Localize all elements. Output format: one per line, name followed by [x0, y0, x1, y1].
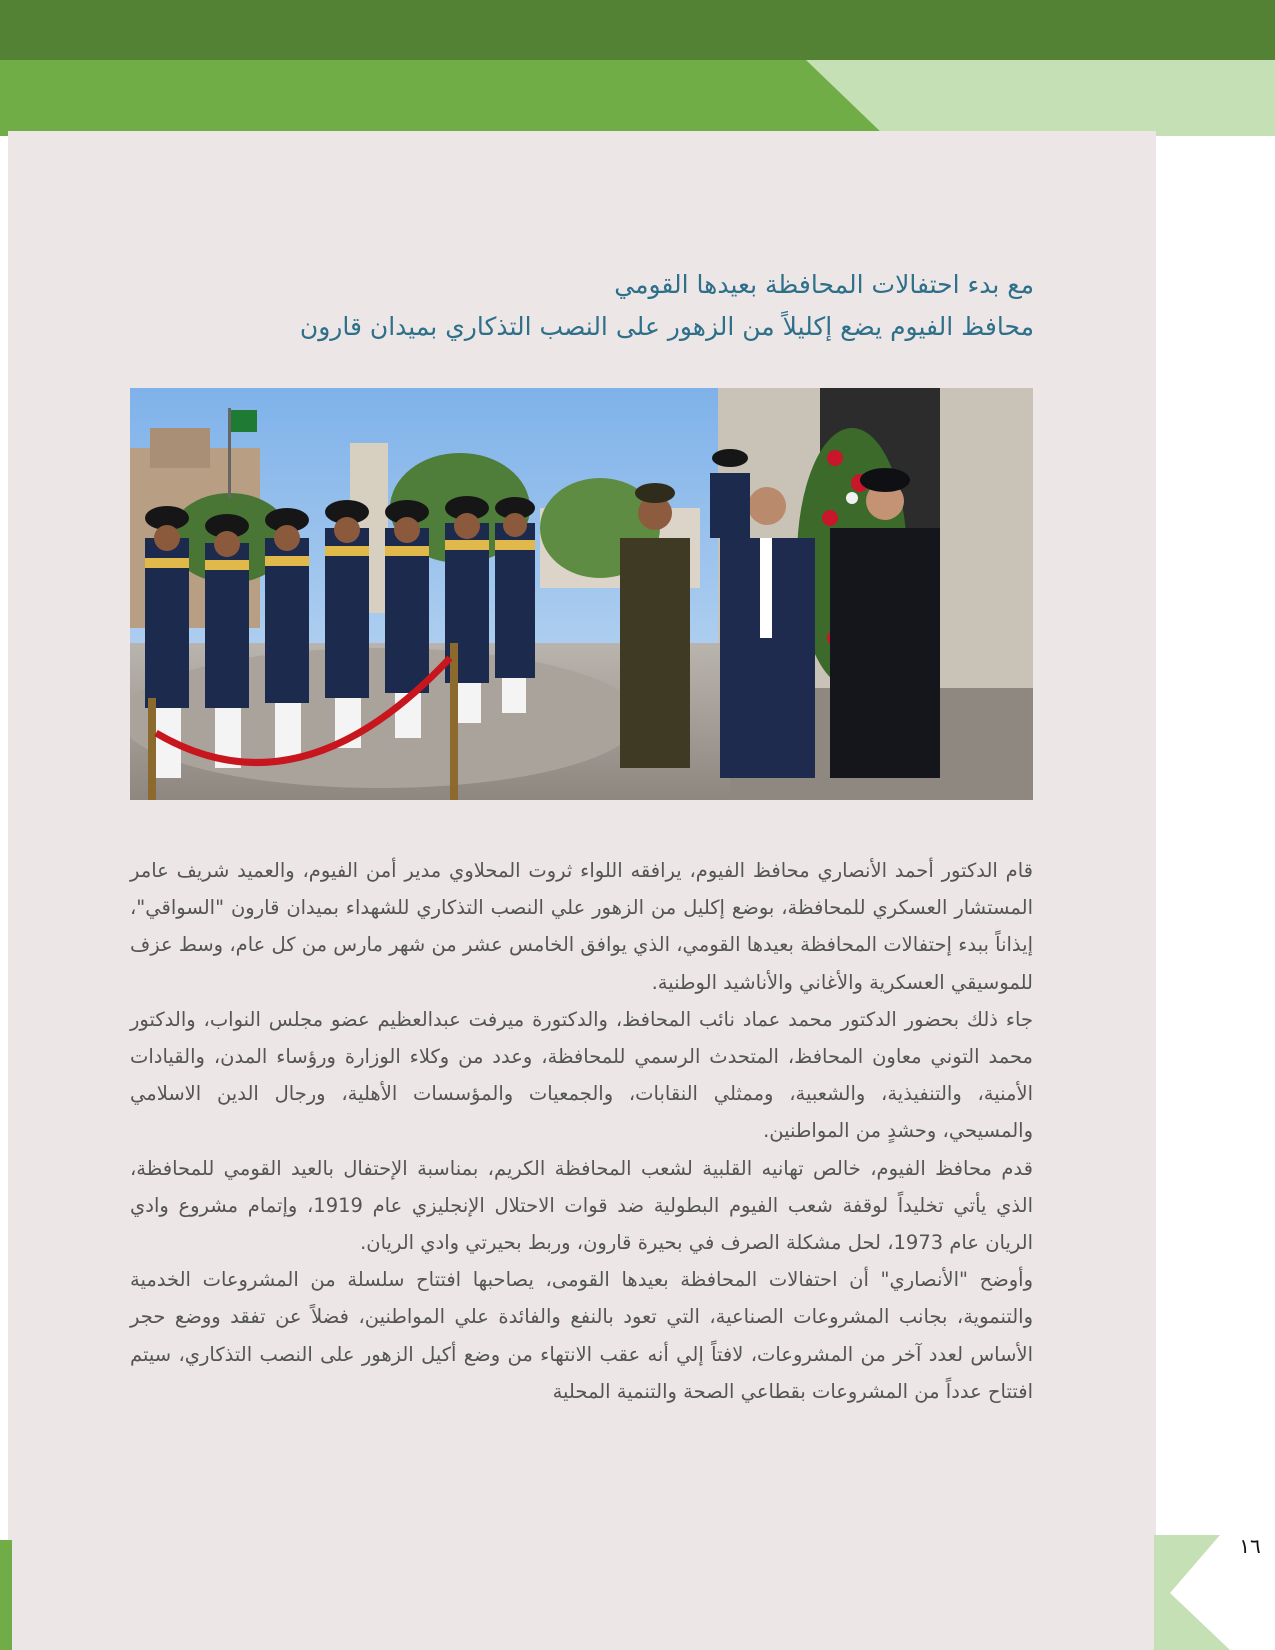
header-band-dark — [0, 0, 1275, 60]
article-paragraph-3: قدم محافظ الفيوم، خالص تهانيه القلبية لشعب المحافظة الكريم، بمناسبة الإحتفال بالعيد القومي للمحافظة، الذي يأتي تخليداً لوقفة شعب الفيوم البطولية ضد قوات الاحتلال الإنجليزي عام 1919، وإتمام مشروع وادي الريان عام 1973، لحل مشكلة الصرف في بحيرة قارون، وربط بحيرتي وادي الريان. — [130, 1156, 1034, 1255]
header-band-mid — [0, 60, 885, 136]
footer-left-strip — [0, 1540, 12, 1650]
article-paragraph-2: جاء ذلك بحضور الدكتور محمد عماد نائب المحافظ، والدكتورة ميرفت عبدالعظيم عضو مجلس النواب، والدكتور محمد التوني معاون المحافظ، المتحدث الرسمي للمحافظة، وعدد من وكلاء الوزارة ورؤساء المدن، والقيادات الأمنية، والتنفيذية، والشعبية، وممثلي النقابات، والجمعيات والمؤسسات الأهلية، ورجال الدين الاسلامي والمسيحي، وحشدٍ من المواطنين. — [130, 1007, 1033, 1143]
article-body — [130, 852, 1033, 1410]
page-number: ١٦ — [1239, 1534, 1261, 1558]
article-title-2: محافظ الفيوم يضع إكليلاً من الزهور على النصب التذكاري بميدان قارون — [299, 312, 1034, 341]
article-titles — [230, 264, 1034, 348]
article-paragraph-4: وأوضح "الأنصاري" أن احتفالات المحافظة بعيدها القومى، يصاحبها افتتاح سلسلة من المشروعات الخدمية والتنموية، بجانب المشروعات الصناعية، التي تعود بالنفع والفائدة علي المواطنين، فضلاً عن تفقد ووضع حجر الأساس لعدد آخر من المشروعات، لافتاً إلي أنه عقب الانتهاء من وضع أكيل الزهور على النصب التذكاري، سيتم افتتاح عدداً من المشروعات بقطاعي الصحة والتنمية المحلية — [130, 1268, 1033, 1403]
article-paragraph-1: قام الدكتور أحمد الأنصاري محافظ الفيوم، يرافقه اللواء ثروت المحلاوي مدير أمن الفيوم، والعميد شريف عامر المستشار العسكري للمحافظة، بوضع إكليل من الزهور علي النصب التذكاري للشهداء بميدان قارون "السواقي"، إيذاناً ببدء إحتفالات المحافظة بعيدها القومي، الذي يوافق الخامس عشر من شهر مارس من كل عام، وسط عزف للموسيقي العسكرية والأغاني والأناشيد الوطنية. — [130, 859, 1033, 994]
ceremony-photo — [130, 388, 1033, 800]
article-title-1: مع بدء احتفالات المحافظة بعيدها القومي — [614, 270, 1034, 299]
